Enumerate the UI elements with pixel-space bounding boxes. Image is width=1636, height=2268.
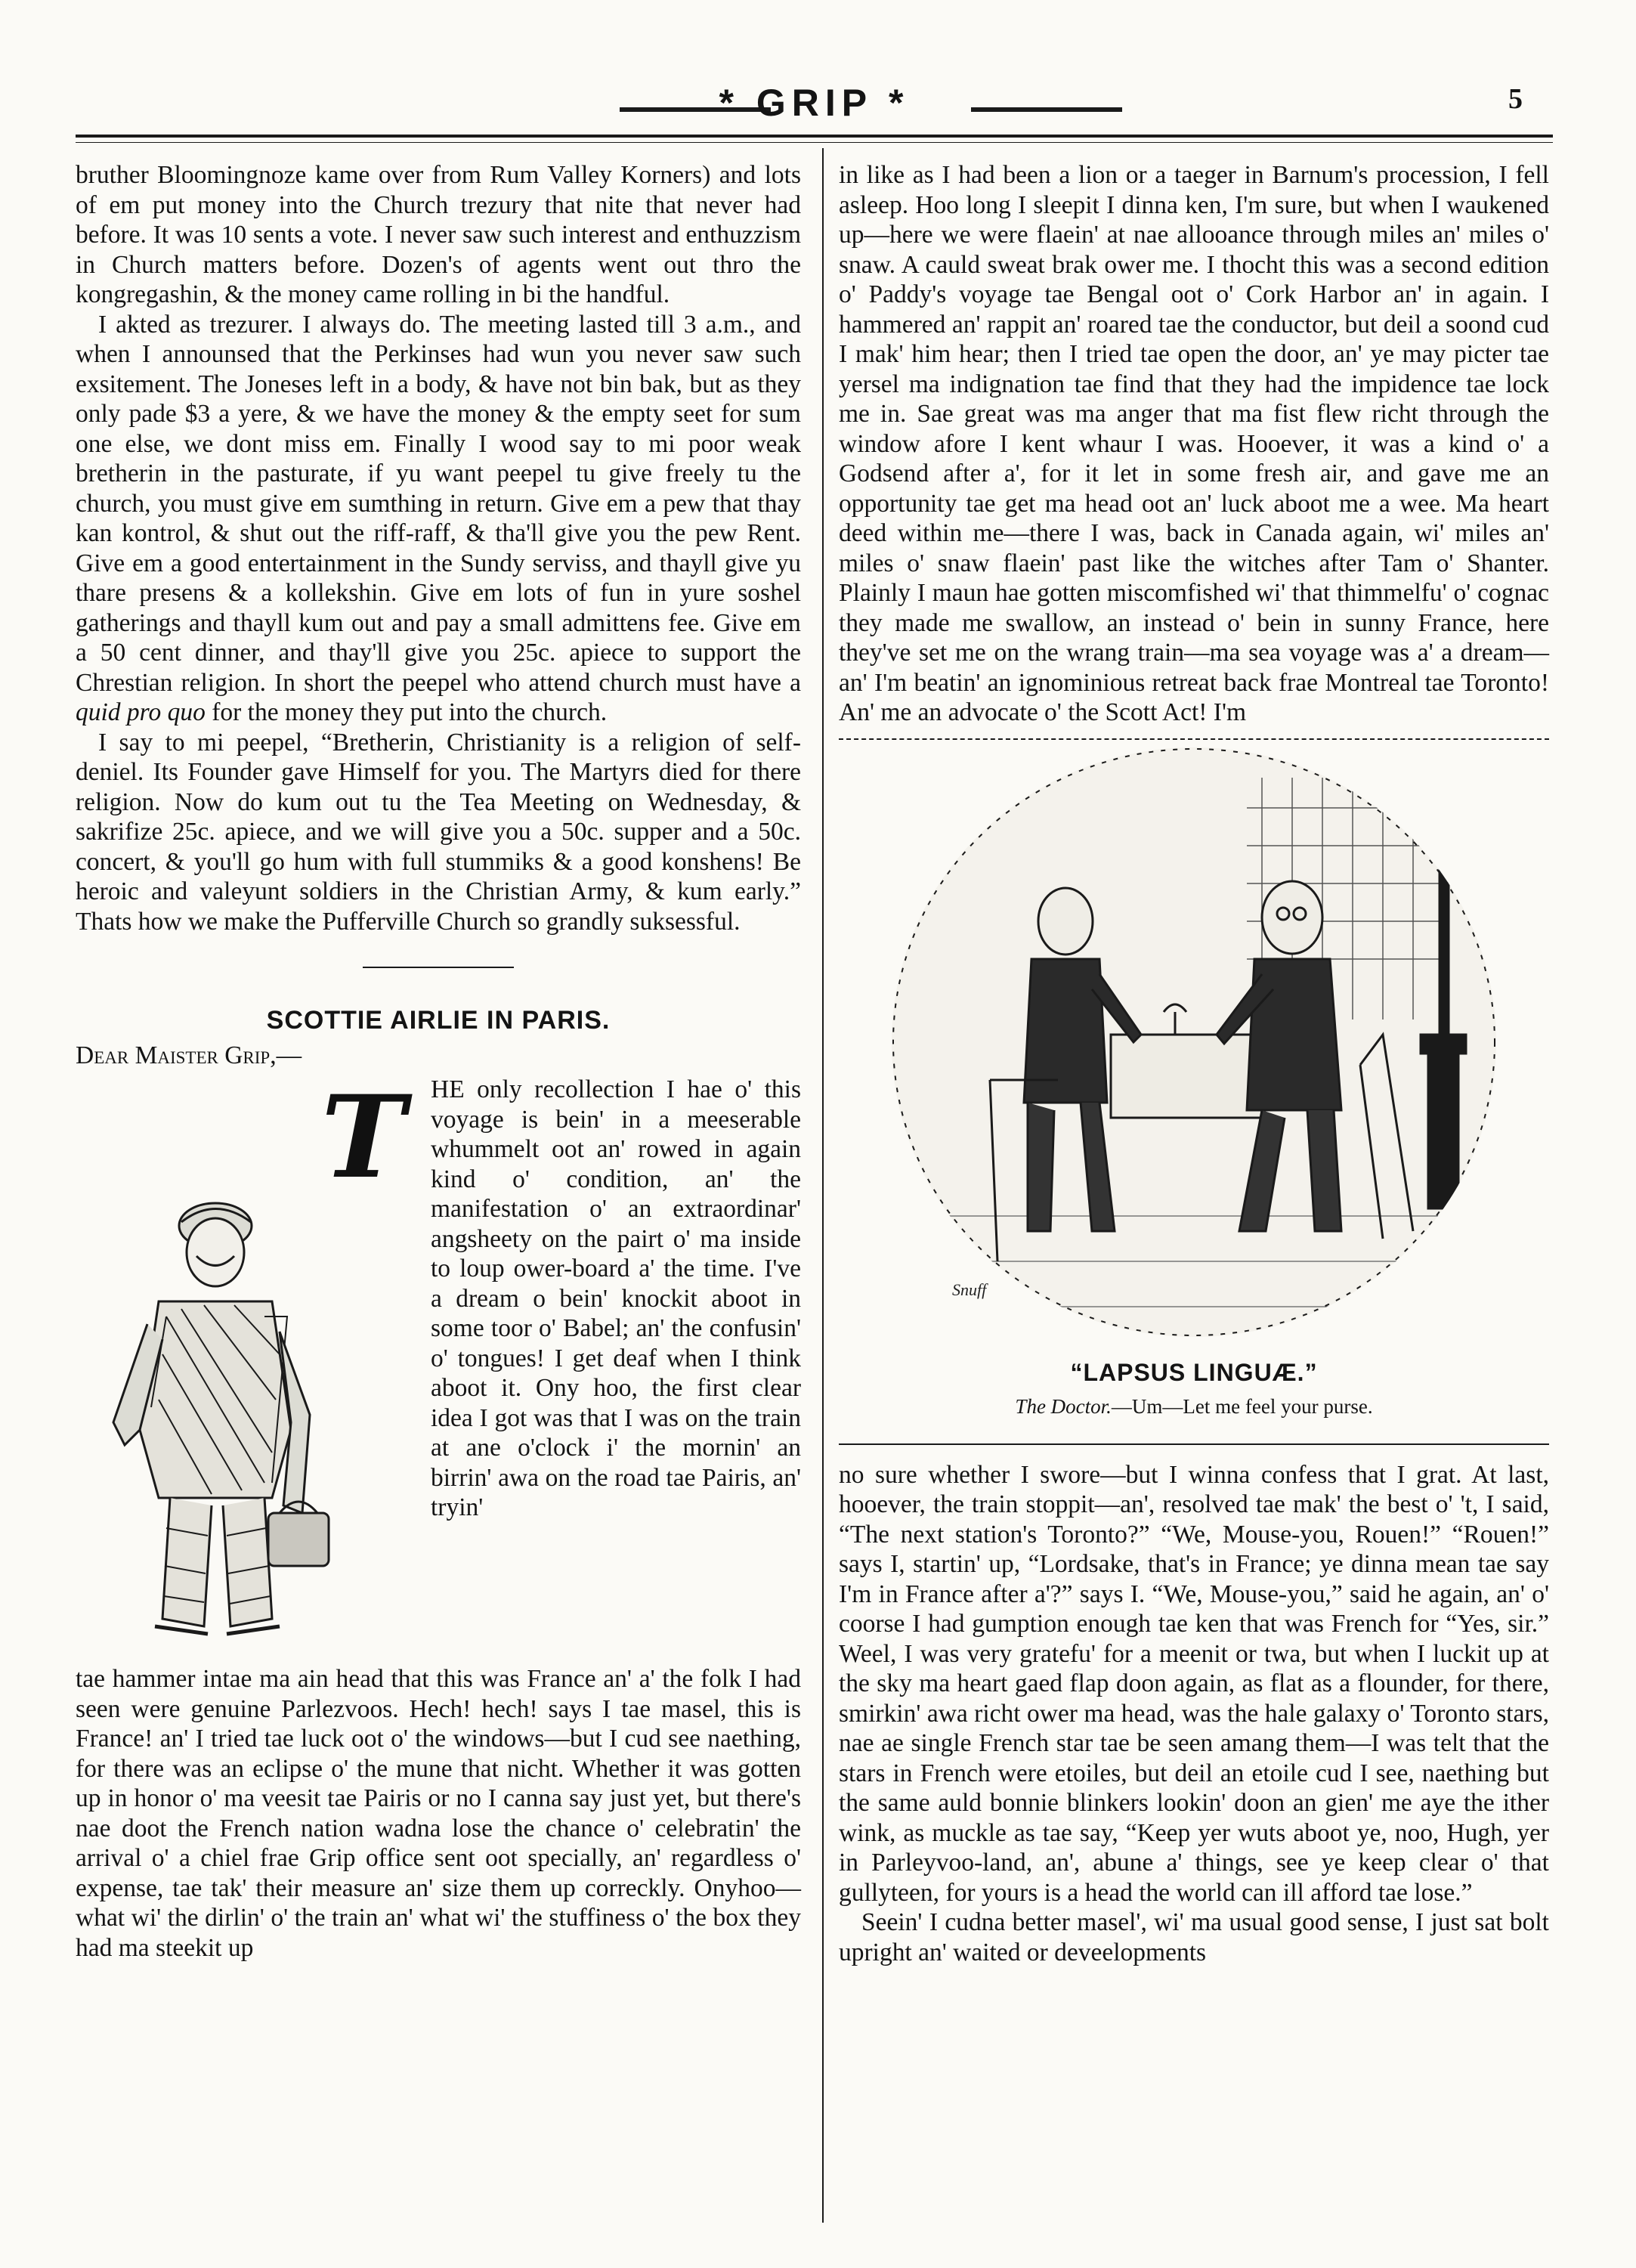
cartoon-speech: —Um—Let me feel your purse. <box>1111 1395 1373 1418</box>
salutation: Dear Maister Grip,— <box>76 1041 302 1069</box>
cartoon-signature: Snuff <box>952 1279 987 1299</box>
scotsman-illustration <box>91 1180 340 1649</box>
cartoon-rule <box>839 1443 1549 1445</box>
cartoon-illustration <box>839 747 1549 1352</box>
paragraph: in like as I had been a lion or a taeger in Barnum's procession, I fell asleep. Hoo long I sleepit I dinna ken, I'm sure, but when I waukened up—here we were flaein' at nae allooance through miles an' miles o' snaw. A cauld sweat brak ower me. I thocht this was a second edition o' Paddy's voyage tae Bengal oot o' Cork Harbor an' in again. I hammered an' rappit an' roared tae the conductor, but deil a soond cud I mak' him hear; then I tried tae open the door, an' ye may picter tae yersel ma indignation tae find that they had the impidence tae lock me in. Sae great was ma anger that ma fist flew richt through the window afore I kent whaur I was. Hooever, it was a kind o' a Godsend after a', for it let in some fresh air, and gave me an opportunity tae get ma head oot an' luck aboot me a wee. Ma heart deed within me—there I was, back in Canada again, wi' miles an' miles o' snaw flaein' past like the witches after Tam o' Shanter. Plainly I maun hae gotten miscomfished wi' that thimmelfu' o' cognac they made me swallow, an instead o' bein in sunny France, here they've set me on the wrang train—ma sea voyage was a' a dream—an' I'm beatin' an ignominious retreat back frae Montreal tae Toronto! An' me an advocate o' the Scott Act! I'm <box>839 161 1549 726</box>
paragraph: bruther Bloomingnoze kame over from Rum Valley Korners) and lots of em put money into the Church trezury that nite that never had before. It was 10 sents a vote. I never saw such interest and enthuzzism in Church matters before. Dozen's of agents went out thro the kongregashin, & the money came rolling in bi the handful. <box>76 161 801 308</box>
quid-pro-quo: quid pro quo <box>76 698 206 726</box>
masthead-rule-right <box>971 107 1122 112</box>
right-column <box>839 160 1549 1967</box>
section-title: SCOTTIE AIRLIE IN PARIS. <box>266 1006 611 1035</box>
illustrated-paragraph: HE only recollection I hae o' this voyage is bein' in a meeserable whummelt oot an' rowed in again kind o' condition, an' the manifestation o' an extraordinar' angsheety on the pairt o' ma inside to loup ower-board a' the time. I've a dream o bein' knockit aboot in some toor o' Babel; an' the confusin' o' tongues! I get deaf when I think aboot it. Ony hoo, the first clear idea I got was that I was on the train at ane o'clock i' the mornin' an birrin' awa on the road tae Pairis, an' tryin' <box>431 1075 801 1521</box>
paragraph: Seein' I cudna better masel', wi' ma usual good sense, I just sat bolt upright an' waited or deveelopments <box>839 1908 1549 1966</box>
cartoon-role: The Doctor. <box>1015 1395 1112 1418</box>
paragraph: tae hammer intae ma ain head that this was France an' a' the folk I had seen were genuine Parlezvoos. Hech! hech! says I tae masel, this is France! an' I tried tae luck oot o' the windows—but I cud see naething, for there was an eclipse o' the mune that nicht. Whether it was gotten up in honor o' ma veesit tae Pairis or no I canna say just yet, but there's nae doot the French nation wadna lose the chance o' celebratin' the arrival o' a chiel frae Grip office sent oot specially, an' regardless o' expense, tae tak' their measure an' size them up correckly. Onyhoo—what wi' the dirlin' o' the train an' what wi' the stuffiness o' the box they had ma steekit up <box>76 1665 801 1962</box>
masthead <box>76 79 1553 132</box>
masthead-title: * GRIP * <box>719 82 910 124</box>
header-rule-thick <box>76 135 1553 138</box>
paragraph: I akted as trezurer. I always do. The meeting lasted till 3 a.m., and when I announsed that the Perkinses had wun you never saw such exsitement. The Joneses left in a body, & have not bin bak, but as they only pade $3 a yere, & we have the money & the empty seet for sum one else, we dont miss em. Finally I wood say to mi poor weak bretherin in the pasturate, if yu want peepel tu give freely tu the church, you must give em sumthing in return. Give em a pew that thay kan kontrol, & shut out the riff-raff, & tha'll give you the pew Rent. Give em a good entertainment in the Sundy serviss, and thayll give yu thare presens & a kollekshin. Give em lots of fun in yure soshel gatherings and thayll kum out and pay a small admittens fee. Give em a 50 cent dinner, and thay'll give you 25c. apiece to support the Chrestian religion. In short the peepel who attend church must have a quid pro quo for the money they put into the church. <box>76 310 801 726</box>
cartoon-subcaption <box>839 1392 1549 1422</box>
drop-cap: T <box>321 1071 406 1204</box>
paragraph: I say to mi peepel, “Bretherin, Christianity is a religion of self-deniel. Its Founder gave Himself for you. The Martyrs died for there religion. Now do kum out tu the Tea Meeting on Wednesday, & sakrifize 25c. apiece, and we will give you a 50c. supper and a 50c. concert, & you'll go hum with full stummiks & a good konshens! Be heroic and valeyunt soldiers in the Christian Army, & kum early.” Thats how we make the Pufferville Church so grandly suksessful. <box>76 728 801 936</box>
cartoon <box>839 747 1549 1352</box>
paragraph: no sure whether I swore—but I winna confess that I grat. At last, hooever, the train stoppit—an', resolved tae mak' the best o' 't, I said, “The next station's Toronto?” “We, Mouse-you, Rouen!” “Rouen!” says I, startin' up, “Lordsake, that's in France; ye dinna mean tae say I'm in France after a'?” says I. “We, Mouse-you,” said he again, an' o' coorse I had gumption enough tae ken that was French for “Yes, sir.” Weel, I was very gratefu' for a meenit or twa, but when I luckit up at the sky ma heart gaed flap doon again, as flat as a flounder, for there, smirkin' awa richt ower ma head, was the hale galaxy o' Toronto stars, nae ae single French star tae be seen amang them—I was telt that the stars in French were etoiles, but deil an etoile cud I see, naething but the same auld bonnie blinkers lookin' doon an gien' me aye the ither wink, as muckle as tae say, “Keep yer wuts aboot ye, noo, Hugh, yer in Parleyvoo-land, an', abune a' things, see ye keep clear o' that gullyteen, for yours is a head the world can ill afford tae lose.” <box>839 1460 1549 1907</box>
column-divider <box>822 148 824 2223</box>
cartoon-caption: “LAPSUS LINGUÆ.” <box>1070 1358 1318 1386</box>
illustrated-opening <box>76 1071 801 1664</box>
header-rule-thin <box>76 142 1553 143</box>
section-divider <box>363 967 514 968</box>
dashed-divider <box>839 738 1549 740</box>
left-column <box>76 160 801 1963</box>
page-number: 5 <box>1508 83 1523 115</box>
